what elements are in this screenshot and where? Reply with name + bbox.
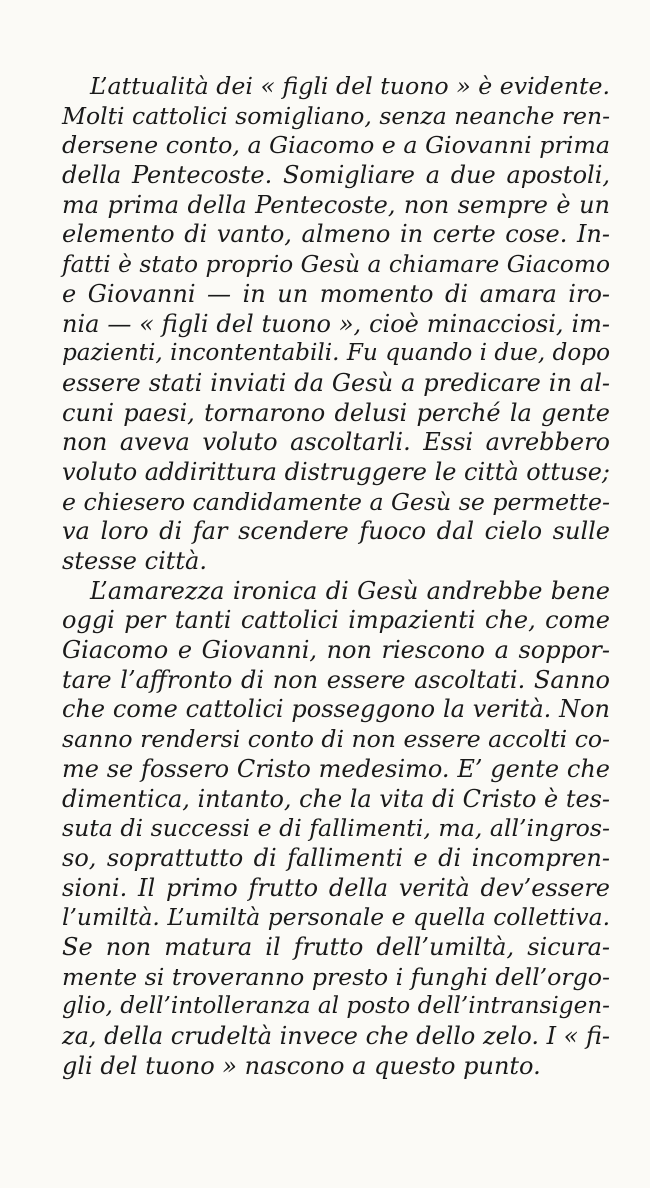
text-line: me se fossero Cristo medesimo. E’ gente che	[62, 754, 610, 783]
text-line: l’umiltà. L’umiltà personale e quella collettiva.	[62, 903, 610, 932]
text-line: Molti cattolici somigliano, senza neanche ren-	[62, 101, 610, 130]
text-line: sioni. Il primo frutto della verità dev’essere	[62, 873, 610, 902]
text-line: non aveva voluto ascoltarli. Essi avrebbero	[62, 428, 610, 457]
text-column	[62, 72, 610, 1081]
text-line: sanno rendersi conto di non essere accolti co-	[62, 725, 610, 754]
text-line: so, soprattutto di fallimenti e di incompren-	[62, 843, 610, 872]
text-line: Se non matura il frutto dell’umiltà, sicura-	[62, 932, 610, 961]
paragraph-2	[62, 577, 610, 1082]
text-line: va loro di far scendere fuoco dal cielo sulle	[62, 517, 610, 546]
text-line: Giacomo e Giovanni, non riescono a soppor-	[62, 636, 610, 665]
text-line: mente si troveranno presto i funghi dell’orgo-	[62, 962, 610, 991]
text-line: elemento di vanto, almeno in certe cose. In-	[62, 220, 610, 249]
text-line: e Giovanni — in un momento di amara iro-	[62, 279, 610, 308]
text-line: voluto addirittura distruggere le città ottuse;	[62, 457, 610, 486]
text-line: pazienti, incontentabili. Fu quando i due, dopo	[62, 340, 610, 367]
text-line: L’attualità dei « figli del tuono » è evidente.	[90, 72, 610, 100]
text-line: cuni paesi, tornarono delusi perché la gente	[62, 398, 610, 427]
text-line: ma prima della Pentecoste, non sempre è un	[62, 190, 610, 219]
text-line: essere stati inviati da Gesù a predicare in al-	[62, 368, 610, 397]
text-line: stesse città.	[62, 547, 207, 575]
text-line: dersene conto, a Giacomo e a Giovanni prima	[62, 131, 610, 160]
text-line: suta di successi e di fallimenti, ma, all’ingros-	[62, 814, 610, 843]
paragraph-1	[62, 72, 610, 577]
text-line: dimentica, intanto, che la vita di Cristo è tes-	[62, 784, 610, 813]
text-line: che come cattolici posseggono la verità. Non	[62, 695, 610, 724]
text-line: oggi per tanti cattolici impazienti che, come	[62, 606, 610, 635]
text-line: za, della crudeltà invece che dello zelo. I « fi-	[62, 1022, 610, 1050]
text-line: tare l’affronto di non essere ascoltati. Sanno	[62, 665, 610, 694]
text-line: nia — « figli del tuono », cioè minacciosi, im-	[62, 309, 610, 338]
text-line: glio, dell’intolleranza al posto dell’intransigen-	[62, 993, 610, 1020]
text-line: L’amarezza ironica di Gesù andrebbe bene	[90, 576, 610, 605]
text-line: fatti è stato proprio Gesù a chiamare Giacomo	[62, 250, 610, 279]
text-line: e chiesero candidamente a Gesù se permette-	[62, 487, 610, 516]
text-line: gli del tuono » nascono a questo punto.	[62, 1051, 541, 1080]
text-line: della Pentecoste. Somigliare a due apostoli,	[62, 161, 610, 190]
